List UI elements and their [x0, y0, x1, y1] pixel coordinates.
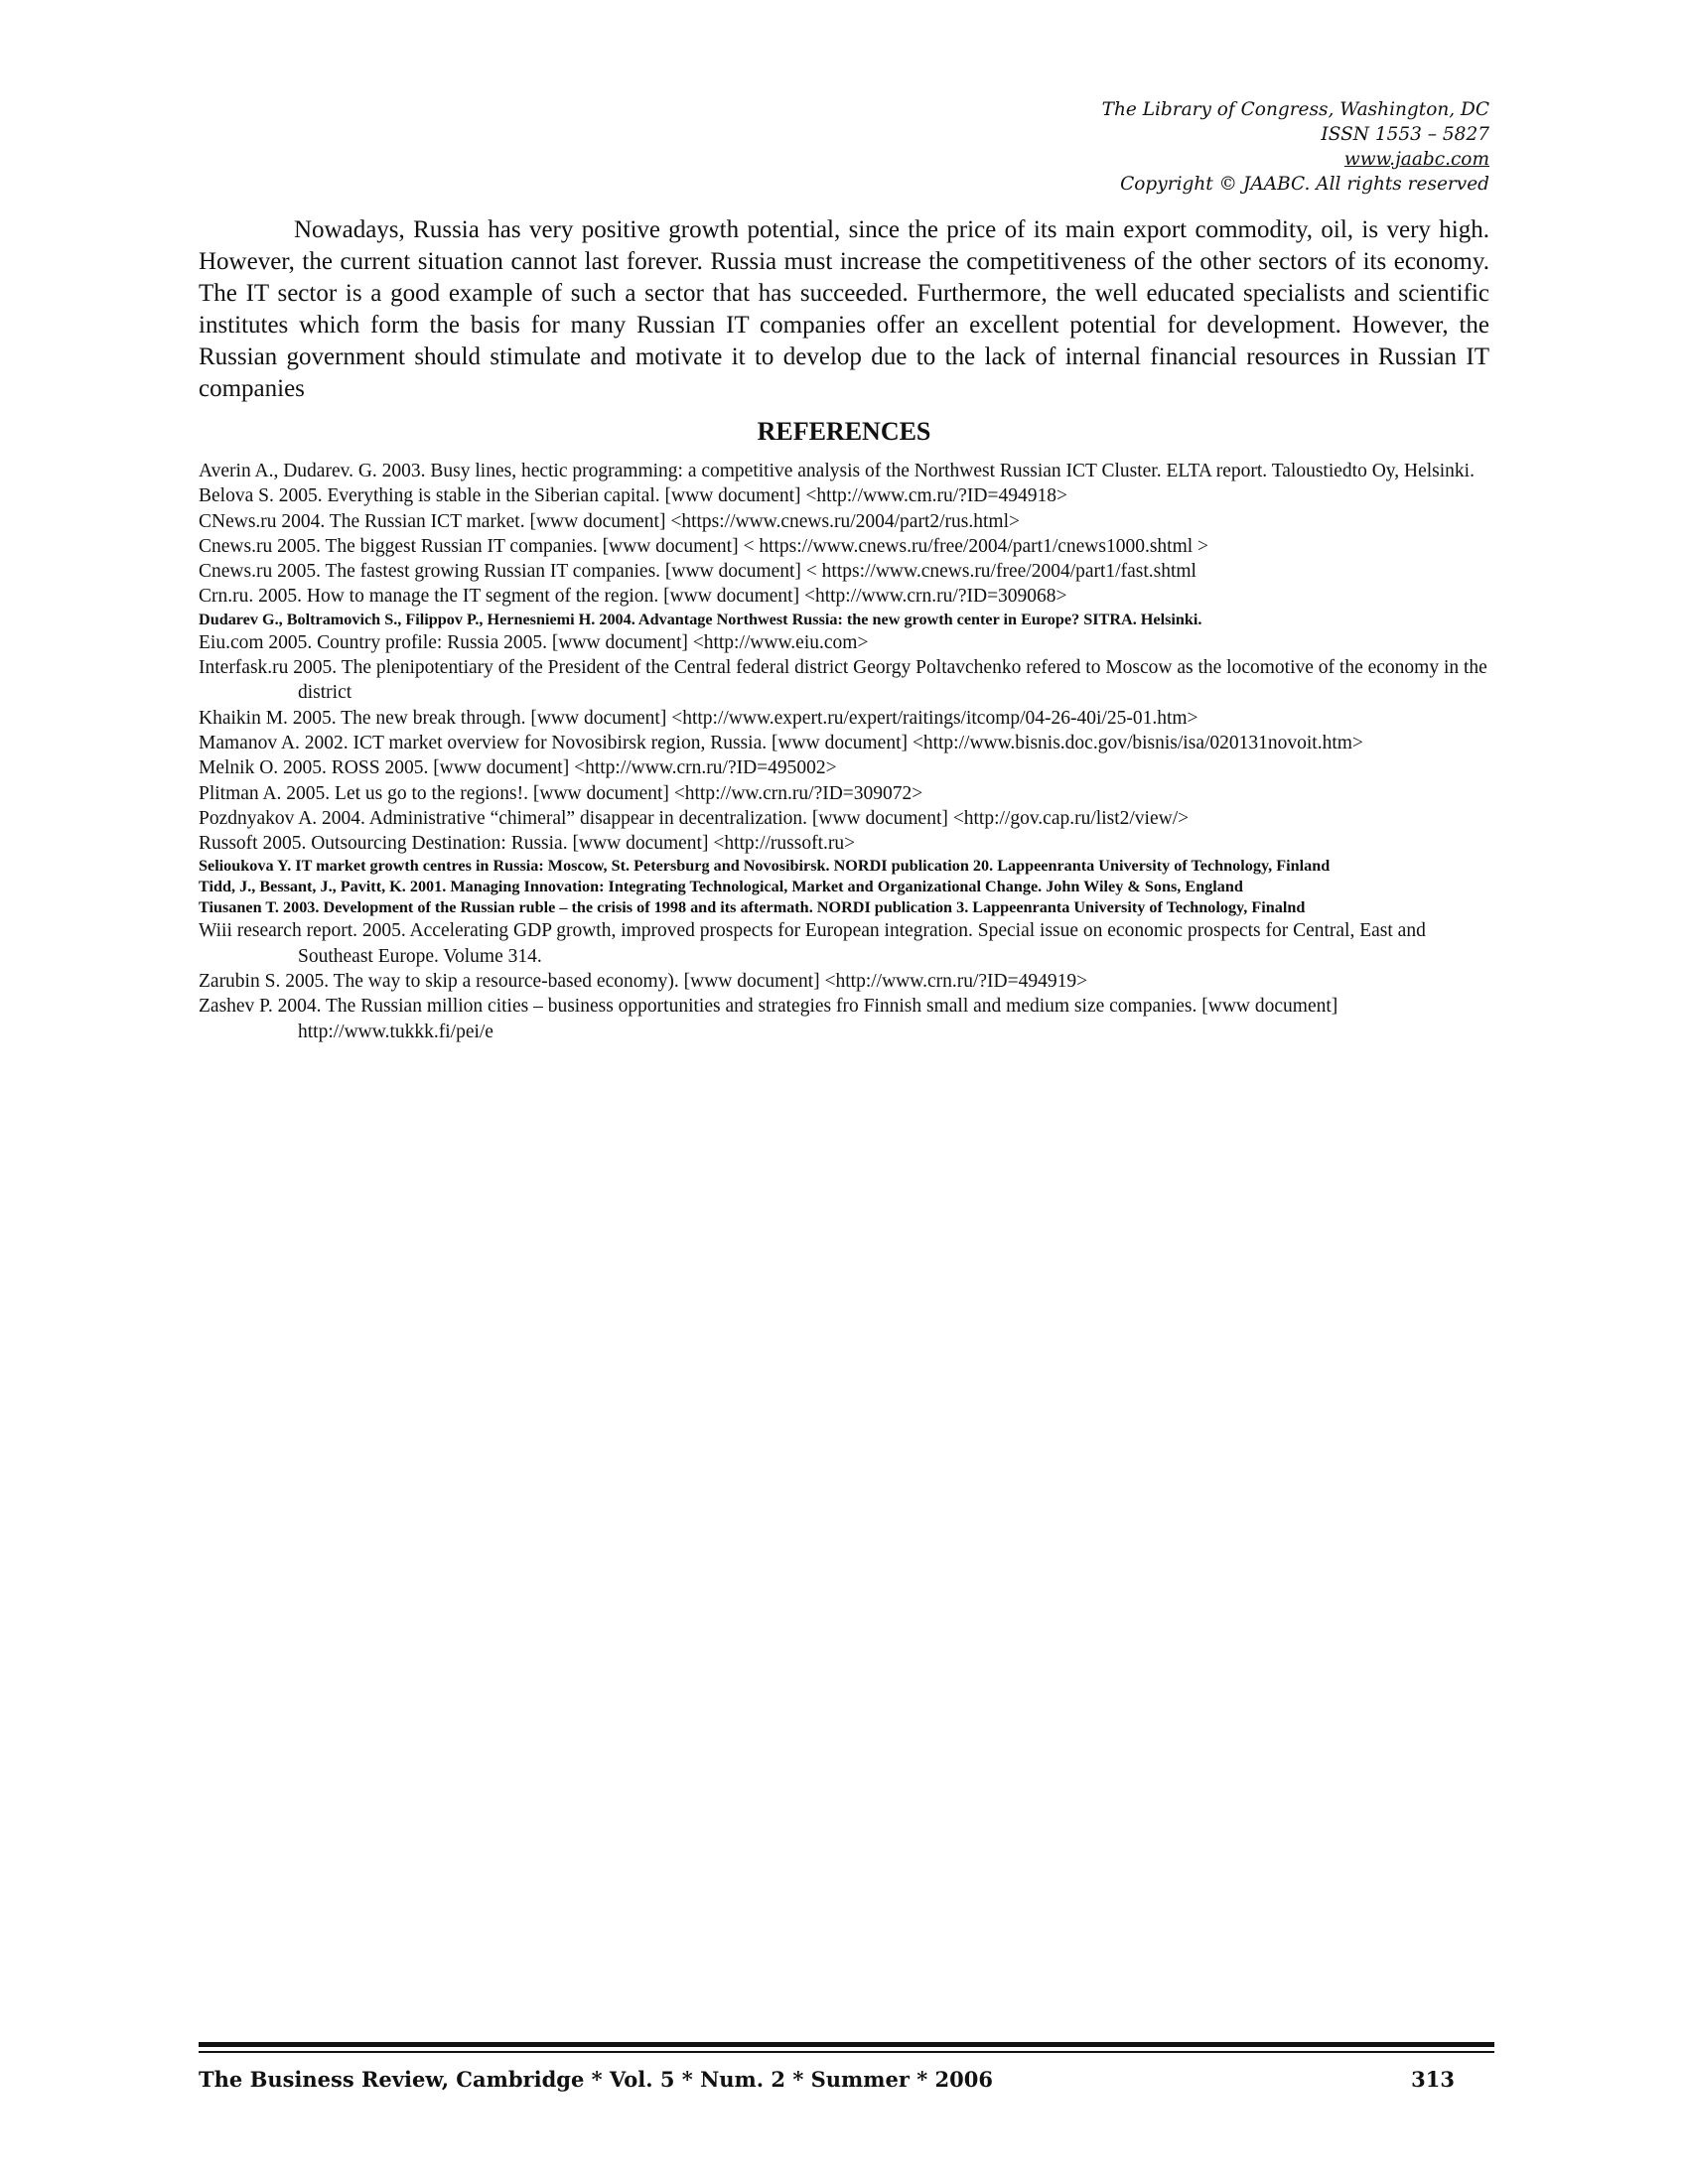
reference-item: Selioukova Y. IT market growth centres in Russia: Moscow, St. Petersburg and Novosibirsk. NORDI publication 20. Lappeenranta University of Technology, Finland [199, 857, 1331, 876]
reference-item: Cnews.ru 2005. The fastest growing Russian IT companies. [www document] < https://www.cnews.ru/free/2004/part1/fast.shtml [199, 561, 1196, 583]
reference-item: Zarubin S. 2005. The way to skip a resource-based economy). [www document] <http://www.crn.ru/?ID=494919> [199, 971, 1088, 993]
copyright-line: Copyright © JAABC. All rights reserved [1120, 174, 1489, 195]
conclusion-paragraph: Nowadays, Russia has very positive growth potential, since the price of its main export commodity, oil, is very high. However, the current situation cannot last forever. Russia must increase the competitiveness of the other sectors of its economy. The IT sector is a good example of such a sector that has succeeded. Furthermore, the well educated specialists and scientific institutes which form the basis for many Russian IT companies offer an excellent potential for development. However, the Russian government should stimulate and motivate it to develop due to the lack of internal financial resources in Russian IT companies [199, 216, 1489, 402]
library-line: The Library of Congress, Washington, DC [1101, 99, 1489, 120]
reference-item: Cnews.ru 2005. The biggest Russian IT companies. [www document] < https://www.cnews.ru/free/2004/part1/cnews1000.shtml > [199, 535, 1209, 557]
page-number: 313 [1411, 2067, 1455, 2092]
reference-item: Tidd, J., Bessant, J., Pavitt, K. 2001. Managing Innovation: Integrating Technological, Market and Organizational Change. John Wiley & Sons, England [199, 878, 1243, 896]
footer-rule-thick [199, 2042, 1494, 2047]
reference-item: Mamanov A. 2002. ICT market overview for Novosibirsk region, Russia. [www document] <http://www.bisnis.doc.gov/bisnis/isa/020131novoit.htm> [199, 732, 1363, 753]
reference-item: Crn.ru. 2005. How to manage the IT segment of the region. [www document] <http://www.crn.ru/?ID=309068> [199, 586, 1067, 608]
reference-item: Pozdnyakov A. 2004. Administrative “chimeral” disappear in decentralization. [www document] <http://gov.cap.ru/list2/view/> [199, 807, 1190, 829]
footer-rule-thin [199, 2051, 1494, 2053]
reference-item: Eiu.com 2005. Country profile: Russia 2005. [www document] <http://www.eiu.com> [199, 631, 869, 653]
reference-item: Plitman A. 2005. Let us go to the regions!. [www document] <http://ww.crn.ru/?ID=309072> [199, 782, 923, 804]
reference-item: Wiii research report. 2005. Accelerating GDP growth, improved prospects for European integration. Special issue on economic prospects for Central, East and Southeast Europe. Volume 314. [199, 920, 1426, 967]
reference-item: Dudarev G., Boltramovich S., Filippov P., Hernesniemi H. 2004. Advantage Northwest Russia: the new growth center in Europe? SITRA. Helsinki. [199, 610, 1202, 628]
reference-item: Belova S. 2005. Everything is stable in the Siberian capital. [www document] <http://www.cm.ru/?ID=494918> [199, 485, 1067, 507]
reference-item: Interfask.ru 2005. The plenipotentiary of the President of the Central federal district Georgy Poltavchenko refered to Moscow as the locomotive of the economy in the district [199, 657, 1487, 704]
issn-line: ISSN 1553 – 5827 [1321, 124, 1489, 145]
journal-url-link[interactable]: www.jaabc.com [1343, 149, 1489, 170]
reference-item: CNews.ru 2004. The Russian ICT market. [www document] <https://www.cnews.ru/2004/part2/rus.html> [199, 510, 1020, 532]
reference-item: Averin A., Dudarev. G. 2003. Busy lines, hectic programming: a competitive analysis of the Northwest Russian ICT Cluster. ELTA report. Taloustiedto Oy, Helsinki. [199, 461, 1475, 481]
reference-item: Russoft 2005. Outsourcing Destination: Russia. [www document] <http://russoft.ru> [199, 833, 856, 855]
footer-journal-citation: The Business Review, Cambridge * Vol. 5 * Num. 2 * Summer * 2006 [199, 2067, 993, 2092]
reference-item: Khaikin M. 2005. The new break through. [www document] <http://www.expert.ru/expert/raitings/itcomp/04-26-40i/25-01.htm> [199, 707, 1198, 729]
reference-item: Melnik O. 2005. ROSS 2005. [www document] <http://www.crn.ru/?ID=495002> [199, 757, 837, 779]
journal-header [993, 97, 1489, 197]
reference-item: Zashev P. 2004. The Russian million cities – business opportunities and strategies fro Finnish small and medium size companies. [www document] http://www.tukkk.fi/pei/e [199, 996, 1338, 1042]
references-heading: REFERENCES [757, 417, 931, 446]
reference-item: Tiusanen T. 2003. Development of the Russian ruble – the crisis of 1998 and its aftermath. NORDI publication 3. Lappeenranta University of Technology, Finalnd [199, 898, 1306, 917]
page-footer [199, 2067, 1455, 2092]
reference-list [199, 459, 1489, 1044]
